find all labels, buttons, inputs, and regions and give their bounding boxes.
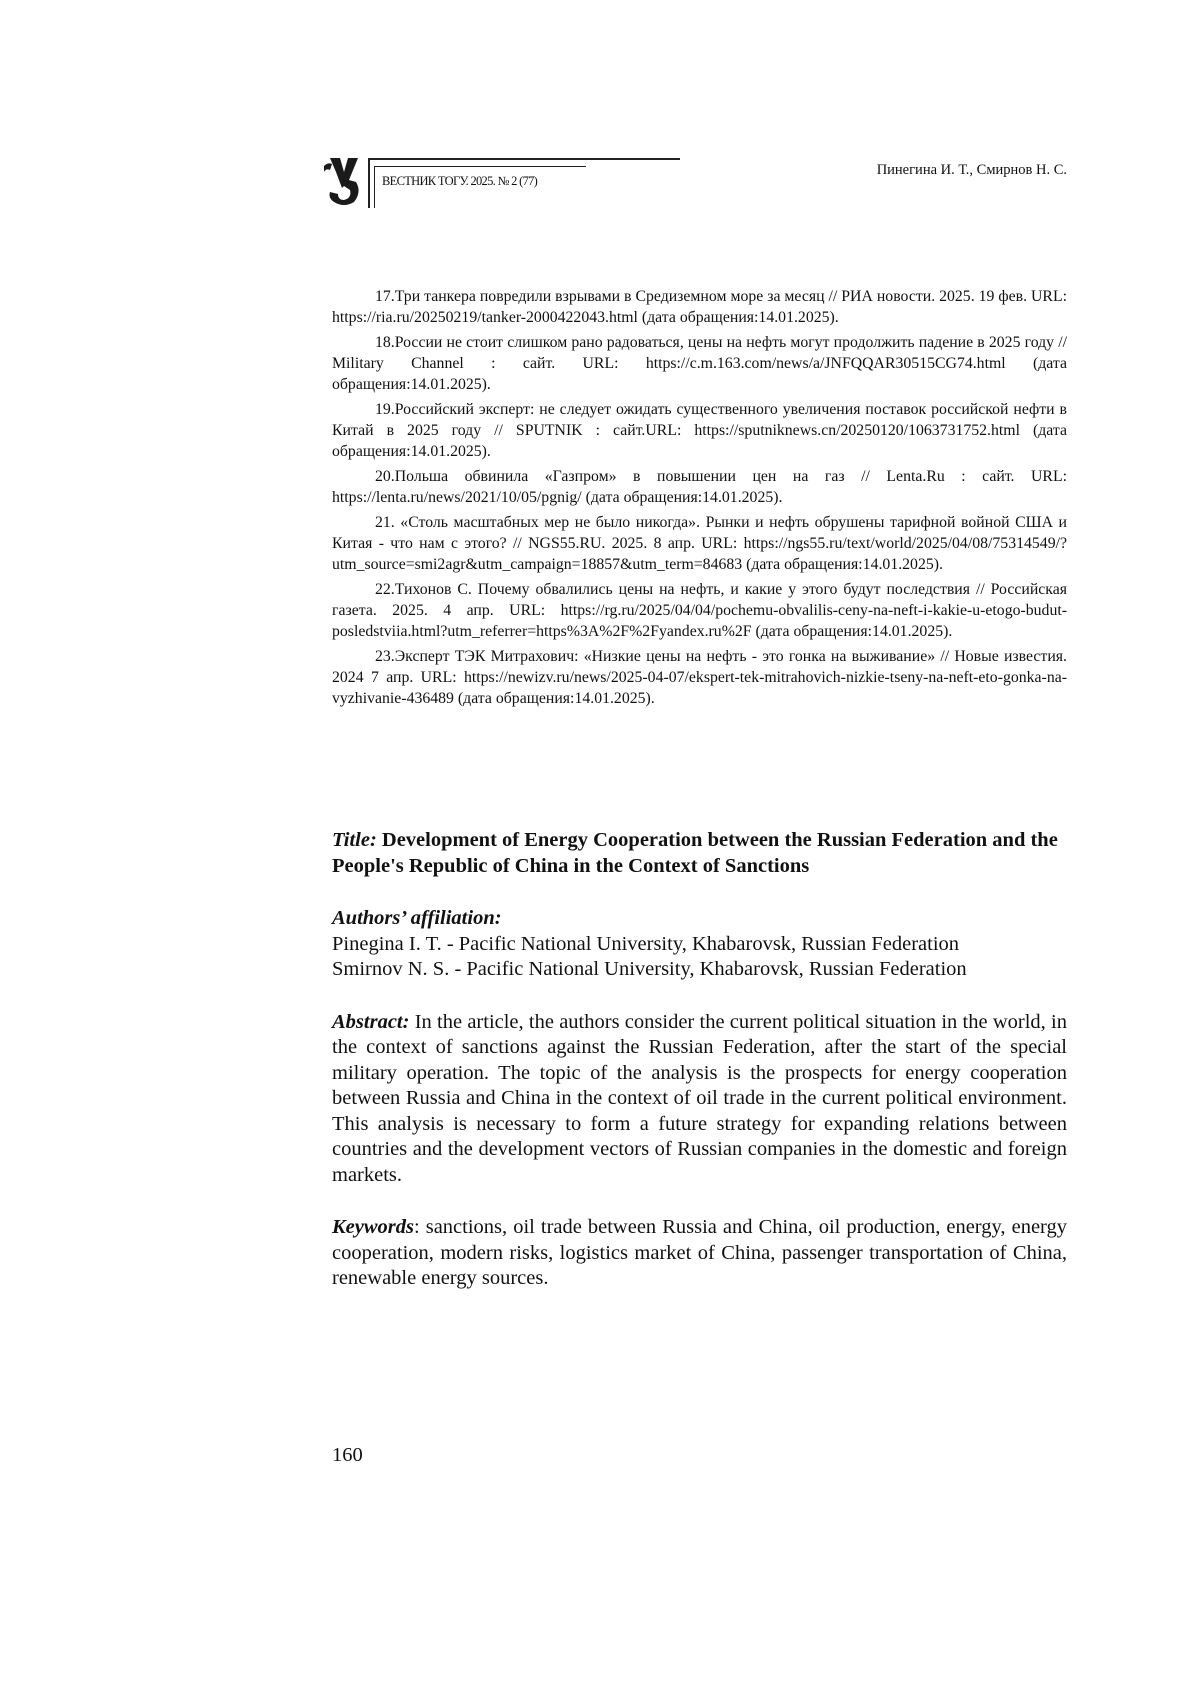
- affiliation-heading: Authors’ affiliation:: [332, 907, 502, 929]
- abstract-text: In the article, the authors consider the current political situation in the world, in the context of sanctions against the Russian Federation, after the start of the special military operation. The topic of the analysis is the prospects for energy cooperation between Russia and China in the context of oil trade in the current political environment. This analysis is necessary to form a future strategy for expanding relations between countries and the development vectors of Russian companies in the domestic and foreign markets.: [332, 1010, 1067, 1186]
- header-rule: [368, 158, 680, 160]
- reference-item: 20.Польша обвинила «Газпром» в повышении цен на газ // Lenta.Ru : сайт. URL: https://lenta.ru/news/2021/10/05/pgnig/ (дата обращения:14.01.2025).: [332, 468, 1067, 506]
- keywords: [332, 1215, 1067, 1292]
- reference-list: [332, 286, 1067, 713]
- abstract: [332, 1010, 1067, 1189]
- reference-item: 23.Эксперт ТЭК Митрахович: «Низкие цены на нефть - это гонка на выживание» // Новые известия. 2024 7 апр. URL: https://newizv.ru/news/2025-04-07/ekspert-tek-mitrahovich-nizkie-tseny-na-neft-eto-gonka-na-vyzhivanie-436489 (дата обращения:14.01.2025).: [332, 648, 1067, 707]
- reference-item: 21. «Столь масштабных мер не было никогда». Рынки и нефть обрушены тарифной войной США и Китая - что нам с этого? // NGS55.RU. 2025. 8 апр. URL: https://ngs55.ru/text/world/2025/04/08/75314549/?utm_source=smi2agr&utm_campaign=18857&utm_term=84683 (дата обращения:14.01.2025).: [332, 514, 1067, 573]
- journal-logo-icon: [322, 152, 366, 208]
- keywords-text: : sanctions, oil trade between Russia and China, oil production, energy, energy cooperation, modern risks, logistics market of China, passenger transportation of China, renewable energy sources.: [332, 1216, 1067, 1289]
- reference-item: 18.России не стоит слишком рано радоваться, цены на нефть могут продолжить падение в 2025 году // Military Channel : сайт. URL: https://c.m.163.com/news/a/JNFQQAR30515CG74.html (дата обращения:14.01.2025).: [332, 334, 1067, 393]
- reference-item: 19.Российский эксперт: не следует ожидать существенного увеличения поставок российской нефти в Китай в 2025 году // SPUTNIK : сайт.URL: https://sputniknews.cn/20250120/1063731752.html (дата обращения:14.01.2025).: [332, 401, 1067, 460]
- title-label: Title:: [332, 829, 377, 851]
- journal-title: ВЕСТНИК ТОГУ. 2025. № 2 (77): [382, 174, 538, 188]
- page-number: 160: [332, 1444, 363, 1466]
- english-summary: [332, 828, 1067, 1292]
- article-title: [332, 828, 1067, 879]
- keywords-label: Keywords: [332, 1216, 414, 1238]
- header-rule-vertical-inner: [374, 166, 375, 208]
- reference-item: 17.Три танкера повредили взрывами в Средиземном море за месяц // РИА новости. 2025. 19 фев. URL: https://ria.ru/20250219/tanker-2000422043.html (дата обращения:14.01.2025).: [332, 288, 1067, 326]
- affiliation-item: Smirnov N. S. - Pacific National University, Khabarovsk, Russian Federation: [332, 958, 967, 980]
- abstract-label: Abstract:: [332, 1010, 410, 1033]
- affiliation-item: Pinegina I. T. - Pacific National University, Khabarovsk, Russian Federation: [332, 932, 960, 955]
- header-rule-inner: [374, 166, 586, 167]
- title-text: Development of Energy Cooperation between the Russian Federation and the People's Republic of China in the Context of Sanctions: [332, 829, 1058, 877]
- header-rule-vertical: [368, 158, 370, 208]
- running-head-authors: Пинегина И. Т., Смирнов Н. С.: [876, 162, 1067, 178]
- reference-item: 22.Тихонов С. Почему обвалились цены на нефть, и какие у этого будут последствия // Российская газета. 2025. 4 апр. URL: https://rg.ru/2025/04/04/pochemu-obvalilis-ceny-na-neft-i-kakie-u-etogo-budut-posledstviia.html?utm_referrer=https%3A%2F%2Fyandex.ru%2F (дата обращения:14.01.2025).: [332, 581, 1067, 640]
